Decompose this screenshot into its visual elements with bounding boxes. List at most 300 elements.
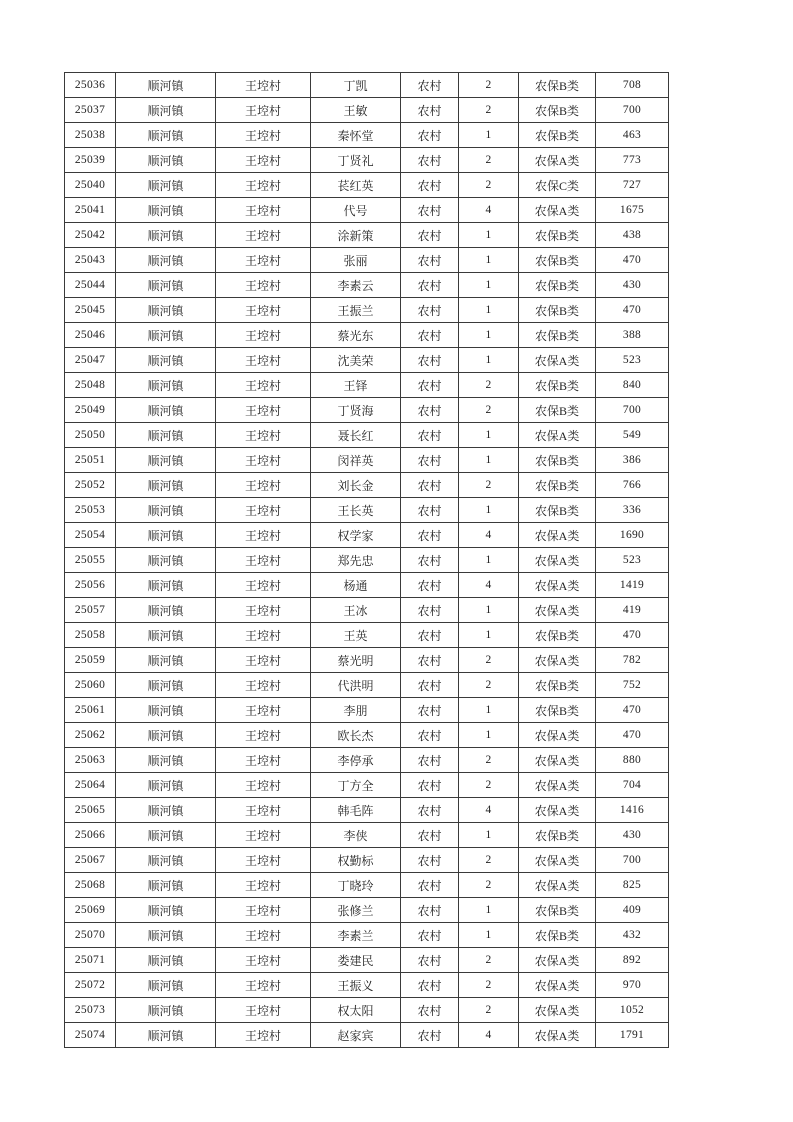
table-row <box>65 373 669 398</box>
table-cell-category: 农保A类 <box>519 873 596 898</box>
table-cell-type: 农村 <box>401 648 459 673</box>
table-cell-count: 1 <box>459 598 519 623</box>
table-cell-count: 1 <box>459 548 519 573</box>
table-cell-town: 顺河镇 <box>116 148 216 173</box>
table-cell-category: 农保B类 <box>519 123 596 148</box>
table-cell-id: 25071 <box>65 948 116 973</box>
table-cell-type: 农村 <box>401 898 459 923</box>
table-row <box>65 748 669 773</box>
table-cell-name: 王英 <box>311 623 401 648</box>
table-cell-category: 农保B类 <box>519 223 596 248</box>
table-cell-count: 2 <box>459 148 519 173</box>
table-cell-town: 顺河镇 <box>116 398 216 423</box>
data-table <box>64 72 669 1048</box>
table-cell-count: 1 <box>459 223 519 248</box>
table-cell-id: 25062 <box>65 723 116 748</box>
table-cell-id: 25064 <box>65 773 116 798</box>
table-cell-type: 农村 <box>401 248 459 273</box>
table-cell-name: 李素云 <box>311 273 401 298</box>
table-cell-village: 王埪村 <box>216 873 311 898</box>
table-cell-category: 农保A类 <box>519 423 596 448</box>
table-cell-category: 农保A类 <box>519 848 596 873</box>
table-cell-village: 王埪村 <box>216 248 311 273</box>
table-cell-category: 农保A类 <box>519 748 596 773</box>
table-cell-type: 农村 <box>401 598 459 623</box>
table-cell-category: 农保A类 <box>519 198 596 223</box>
table-cell-amount: 970 <box>596 973 669 998</box>
table-cell-count: 2 <box>459 848 519 873</box>
table-cell-category: 农保A类 <box>519 723 596 748</box>
table-cell-amount: 430 <box>596 273 669 298</box>
table-row <box>65 423 669 448</box>
table-cell-name: 丁方全 <box>311 773 401 798</box>
table-cell-amount: 1791 <box>596 1023 669 1048</box>
table-cell-name: 王振兰 <box>311 298 401 323</box>
table-cell-category: 农保B类 <box>519 673 596 698</box>
table-cell-village: 王埪村 <box>216 848 311 873</box>
table-cell-village: 王埪村 <box>216 623 311 648</box>
table-cell-town: 顺河镇 <box>116 348 216 373</box>
table-cell-name: 代洪明 <box>311 673 401 698</box>
table-cell-amount: 409 <box>596 898 669 923</box>
table-cell-town: 顺河镇 <box>116 448 216 473</box>
table-cell-amount: 419 <box>596 598 669 623</box>
table-cell-village: 王埪村 <box>216 98 311 123</box>
table-cell-category: 农保A类 <box>519 598 596 623</box>
table-cell-id: 25050 <box>65 423 116 448</box>
table-row <box>65 798 669 823</box>
table-cell-category: 农保A类 <box>519 1023 596 1048</box>
table-cell-category: 农保A类 <box>519 648 596 673</box>
table-cell-amount: 523 <box>596 548 669 573</box>
table-cell-id: 25063 <box>65 748 116 773</box>
table-cell-town: 顺河镇 <box>116 248 216 273</box>
table-cell-type: 农村 <box>401 398 459 423</box>
table-cell-id: 25039 <box>65 148 116 173</box>
table-cell-category: 农保A类 <box>519 773 596 798</box>
table-cell-count: 1 <box>459 123 519 148</box>
table-cell-category: 农保A类 <box>519 973 596 998</box>
table-cell-id: 25037 <box>65 98 116 123</box>
table-cell-category: 农保B类 <box>519 248 596 273</box>
table-cell-count: 1 <box>459 723 519 748</box>
table-cell-count: 2 <box>459 673 519 698</box>
table-cell-type: 农村 <box>401 948 459 973</box>
table-cell-name: 王振义 <box>311 973 401 998</box>
table-row <box>65 348 669 373</box>
table-cell-count: 1 <box>459 498 519 523</box>
table-cell-amount: 470 <box>596 623 669 648</box>
table-cell-amount: 782 <box>596 648 669 673</box>
table-cell-id: 25070 <box>65 923 116 948</box>
table-cell-town: 顺河镇 <box>116 648 216 673</box>
table-cell-type: 农村 <box>401 873 459 898</box>
table-cell-type: 农村 <box>401 73 459 98</box>
table-cell-town: 顺河镇 <box>116 198 216 223</box>
table-cell-village: 王埪村 <box>216 148 311 173</box>
table-cell-category: 农保B类 <box>519 98 596 123</box>
table-cell-name: 蔡光东 <box>311 323 401 348</box>
table-cell-type: 农村 <box>401 448 459 473</box>
table-cell-town: 顺河镇 <box>116 673 216 698</box>
table-cell-town: 顺河镇 <box>116 1023 216 1048</box>
table-cell-type: 农村 <box>401 173 459 198</box>
table-cell-village: 王埪村 <box>216 798 311 823</box>
table-row <box>65 573 669 598</box>
table-cell-village: 王埪村 <box>216 198 311 223</box>
table-cell-town: 顺河镇 <box>116 973 216 998</box>
table-cell-town: 顺河镇 <box>116 523 216 548</box>
table-cell-amount: 708 <box>596 73 669 98</box>
table-cell-town: 顺河镇 <box>116 548 216 573</box>
table-row <box>65 498 669 523</box>
table-cell-village: 王埪村 <box>216 348 311 373</box>
table-cell-amount: 700 <box>596 848 669 873</box>
table-cell-id: 25048 <box>65 373 116 398</box>
table-cell-amount: 1052 <box>596 998 669 1023</box>
table-cell-amount: 438 <box>596 223 669 248</box>
table-cell-name: 韩毛阵 <box>311 798 401 823</box>
table-cell-name: 王铎 <box>311 373 401 398</box>
table-cell-category: 农保B类 <box>519 398 596 423</box>
table-cell-category: 农保A类 <box>519 948 596 973</box>
table-cell-town: 顺河镇 <box>116 723 216 748</box>
table-row <box>65 223 669 248</box>
table-cell-name: 李侠 <box>311 823 401 848</box>
table-cell-amount: 825 <box>596 873 669 898</box>
table-cell-count: 2 <box>459 648 519 673</box>
table-row <box>65 198 669 223</box>
table-cell-type: 农村 <box>401 923 459 948</box>
table-cell-id: 25067 <box>65 848 116 873</box>
table-cell-count: 1 <box>459 323 519 348</box>
table-cell-type: 农村 <box>401 548 459 573</box>
table-cell-id: 25057 <box>65 598 116 623</box>
table-cell-id: 25066 <box>65 823 116 848</box>
table-cell-type: 农村 <box>401 423 459 448</box>
table-cell-name: 王冰 <box>311 598 401 623</box>
table-row <box>65 448 669 473</box>
table-cell-id: 25069 <box>65 898 116 923</box>
table-cell-count: 1 <box>459 898 519 923</box>
table-cell-type: 农村 <box>401 1023 459 1048</box>
table-cell-id: 25049 <box>65 398 116 423</box>
table-row <box>65 473 669 498</box>
table-cell-town: 顺河镇 <box>116 73 216 98</box>
table-cell-amount: 880 <box>596 748 669 773</box>
table-row <box>65 598 669 623</box>
table-row <box>65 723 669 748</box>
table-cell-village: 王埪村 <box>216 748 311 773</box>
table-cell-town: 顺河镇 <box>116 998 216 1023</box>
table-cell-id: 25052 <box>65 473 116 498</box>
table-cell-town: 顺河镇 <box>116 748 216 773</box>
table-cell-count: 1 <box>459 623 519 648</box>
table-cell-town: 顺河镇 <box>116 323 216 348</box>
table-cell-amount: 700 <box>596 98 669 123</box>
table-cell-name: 秦怀堂 <box>311 123 401 148</box>
table-row <box>65 148 669 173</box>
table-cell-village: 王埪村 <box>216 923 311 948</box>
table-cell-type: 农村 <box>401 573 459 598</box>
table-cell-count: 1 <box>459 823 519 848</box>
table-cell-count: 4 <box>459 523 519 548</box>
table-cell-town: 顺河镇 <box>116 623 216 648</box>
table-cell-id: 25065 <box>65 798 116 823</box>
table-cell-category: 农保B类 <box>519 623 596 648</box>
table-cell-village: 王埪村 <box>216 723 311 748</box>
table-row <box>65 973 669 998</box>
table-cell-count: 1 <box>459 298 519 323</box>
table-cell-category: 农保B类 <box>519 448 596 473</box>
table-cell-town: 顺河镇 <box>116 873 216 898</box>
table-row <box>65 1023 669 1048</box>
table-cell-amount: 432 <box>596 923 669 948</box>
table-cell-id: 25041 <box>65 198 116 223</box>
table-cell-name: 丁晓玲 <box>311 873 401 898</box>
table-cell-category: 农保B类 <box>519 473 596 498</box>
table-row <box>65 298 669 323</box>
table-cell-type: 农村 <box>401 848 459 873</box>
table-cell-amount: 892 <box>596 948 669 973</box>
table-cell-category: 农保B类 <box>519 823 596 848</box>
table-cell-amount: 549 <box>596 423 669 448</box>
table-cell-town: 顺河镇 <box>116 98 216 123</box>
table-row <box>65 698 669 723</box>
table-cell-town: 顺河镇 <box>116 498 216 523</box>
table-cell-amount: 388 <box>596 323 669 348</box>
table-cell-town: 顺河镇 <box>116 898 216 923</box>
table-cell-town: 顺河镇 <box>116 173 216 198</box>
table-cell-type: 农村 <box>401 623 459 648</box>
table-row <box>65 873 669 898</box>
table-cell-id: 25073 <box>65 998 116 1023</box>
table-cell-type: 农村 <box>401 473 459 498</box>
table-row <box>65 998 669 1023</box>
table-cell-name: 权太阳 <box>311 998 401 1023</box>
table-cell-type: 农村 <box>401 373 459 398</box>
table-row <box>65 123 669 148</box>
table-cell-name: 丁贤海 <box>311 398 401 423</box>
table-cell-category: 农保B类 <box>519 498 596 523</box>
table-cell-amount: 752 <box>596 673 669 698</box>
table-cell-name: 涂新策 <box>311 223 401 248</box>
table-cell-amount: 470 <box>596 698 669 723</box>
table-cell-name: 王长英 <box>311 498 401 523</box>
table-cell-village: 王埪村 <box>216 573 311 598</box>
table-cell-amount: 463 <box>596 123 669 148</box>
table-cell-amount: 700 <box>596 398 669 423</box>
table-cell-id: 25074 <box>65 1023 116 1048</box>
table-cell-village: 王埪村 <box>216 773 311 798</box>
table-cell-category: 农保C类 <box>519 173 596 198</box>
table-cell-town: 顺河镇 <box>116 798 216 823</box>
table-cell-id: 25040 <box>65 173 116 198</box>
table-cell-name: 杨通 <box>311 573 401 598</box>
table-cell-name: 丁凯 <box>311 73 401 98</box>
table-cell-name: 王敏 <box>311 98 401 123</box>
table-cell-town: 顺河镇 <box>116 948 216 973</box>
table-cell-name: 郑先忠 <box>311 548 401 573</box>
table-cell-town: 顺河镇 <box>116 698 216 723</box>
table-row <box>65 923 669 948</box>
table-cell-category: 农保B类 <box>519 298 596 323</box>
table-cell-category: 农保B类 <box>519 373 596 398</box>
table-cell-village: 王埪村 <box>216 473 311 498</box>
table-cell-id: 25061 <box>65 698 116 723</box>
table-cell-count: 4 <box>459 573 519 598</box>
table-cell-id: 25055 <box>65 548 116 573</box>
table-cell-type: 农村 <box>401 148 459 173</box>
table-cell-count: 2 <box>459 748 519 773</box>
table-cell-name: 代号 <box>311 198 401 223</box>
table-cell-id: 25058 <box>65 623 116 648</box>
table-cell-count: 2 <box>459 173 519 198</box>
table-cell-count: 1 <box>459 348 519 373</box>
table-cell-village: 王埪村 <box>216 273 311 298</box>
table-cell-category: 农保A类 <box>519 548 596 573</box>
table-cell-amount: 470 <box>596 298 669 323</box>
table-row <box>65 248 669 273</box>
table-cell-type: 农村 <box>401 773 459 798</box>
table-cell-town: 顺河镇 <box>116 573 216 598</box>
table-cell-village: 王埪村 <box>216 648 311 673</box>
table-cell-type: 农村 <box>401 498 459 523</box>
table-cell-id: 25046 <box>65 323 116 348</box>
table-cell-name: 丁贤礼 <box>311 148 401 173</box>
table-cell-count: 1 <box>459 448 519 473</box>
table-cell-count: 1 <box>459 698 519 723</box>
table-cell-category: 农保A类 <box>519 798 596 823</box>
table-row <box>65 548 669 573</box>
table-cell-village: 王埪村 <box>216 673 311 698</box>
table-cell-town: 顺河镇 <box>116 823 216 848</box>
table-cell-type: 农村 <box>401 823 459 848</box>
table-row <box>65 623 669 648</box>
table-cell-count: 1 <box>459 273 519 298</box>
table-cell-count: 2 <box>459 73 519 98</box>
table-cell-type: 农村 <box>401 798 459 823</box>
table-cell-id: 25044 <box>65 273 116 298</box>
table-cell-count: 2 <box>459 98 519 123</box>
table-cell-town: 顺河镇 <box>116 298 216 323</box>
table-cell-village: 王埪村 <box>216 998 311 1023</box>
table-cell-type: 农村 <box>401 223 459 248</box>
table-cell-amount: 470 <box>596 723 669 748</box>
table-cell-amount: 1419 <box>596 573 669 598</box>
table-cell-name: 权学家 <box>311 523 401 548</box>
table-cell-amount: 840 <box>596 373 669 398</box>
table-cell-village: 王埪村 <box>216 523 311 548</box>
table-cell-village: 王埪村 <box>216 123 311 148</box>
table-cell-town: 顺河镇 <box>116 473 216 498</box>
table-cell-amount: 773 <box>596 148 669 173</box>
table-cell-name: 刘长金 <box>311 473 401 498</box>
table-cell-count: 4 <box>459 798 519 823</box>
table-cell-count: 2 <box>459 398 519 423</box>
table-cell-type: 农村 <box>401 998 459 1023</box>
table-cell-name: 聂长红 <box>311 423 401 448</box>
table-cell-type: 农村 <box>401 748 459 773</box>
table-cell-town: 顺河镇 <box>116 423 216 448</box>
table-cell-village: 王埪村 <box>216 73 311 98</box>
table-cell-type: 农村 <box>401 698 459 723</box>
table-cell-name: 李素兰 <box>311 923 401 948</box>
table-cell-village: 王埪村 <box>216 373 311 398</box>
table-cell-amount: 704 <box>596 773 669 798</box>
table-cell-town: 顺河镇 <box>116 923 216 948</box>
table-cell-village: 王埪村 <box>216 498 311 523</box>
table-cell-count: 2 <box>459 373 519 398</box>
table-cell-count: 2 <box>459 973 519 998</box>
table-cell-village: 王埪村 <box>216 973 311 998</box>
table-cell-village: 王埪村 <box>216 598 311 623</box>
table-cell-count: 4 <box>459 1023 519 1048</box>
table-cell-village: 王埪村 <box>216 323 311 348</box>
table-cell-id: 25043 <box>65 248 116 273</box>
table-cell-village: 王埪村 <box>216 548 311 573</box>
table-body <box>65 73 669 1048</box>
table-cell-id: 25036 <box>65 73 116 98</box>
table-row <box>65 398 669 423</box>
table-row <box>65 273 669 298</box>
table-cell-category: 农保B类 <box>519 923 596 948</box>
table-cell-id: 25042 <box>65 223 116 248</box>
table-cell-name: 蔡光明 <box>311 648 401 673</box>
table-cell-category: 农保A类 <box>519 348 596 373</box>
table-cell-type: 农村 <box>401 323 459 348</box>
table-cell-count: 1 <box>459 248 519 273</box>
table-cell-category: 农保B类 <box>519 273 596 298</box>
table-cell-amount: 1675 <box>596 198 669 223</box>
table-row <box>65 648 669 673</box>
table-cell-village: 王埪村 <box>216 173 311 198</box>
table-cell-type: 农村 <box>401 123 459 148</box>
table-cell-count: 2 <box>459 473 519 498</box>
table-cell-village: 王埪村 <box>216 298 311 323</box>
table-cell-type: 农村 <box>401 298 459 323</box>
table-cell-count: 2 <box>459 948 519 973</box>
table-cell-name: 权勤标 <box>311 848 401 873</box>
table-cell-name: 赵家宾 <box>311 1023 401 1048</box>
table-cell-category: 农保B类 <box>519 698 596 723</box>
table-cell-id: 25038 <box>65 123 116 148</box>
table-row <box>65 898 669 923</box>
table-cell-category: 农保A类 <box>519 523 596 548</box>
table-cell-id: 25054 <box>65 523 116 548</box>
table-row <box>65 323 669 348</box>
table-row <box>65 523 669 548</box>
table-cell-count: 4 <box>459 198 519 223</box>
table-cell-id: 25059 <box>65 648 116 673</box>
table-cell-type: 农村 <box>401 348 459 373</box>
table-cell-type: 农村 <box>401 973 459 998</box>
table-cell-count: 2 <box>459 773 519 798</box>
table-cell-category: 农保B类 <box>519 898 596 923</box>
table-cell-town: 顺河镇 <box>116 598 216 623</box>
table-cell-amount: 1416 <box>596 798 669 823</box>
table-cell-name: 沈美荣 <box>311 348 401 373</box>
table-cell-type: 农村 <box>401 523 459 548</box>
table-row <box>65 848 669 873</box>
table-cell-count: 2 <box>459 873 519 898</box>
table-cell-category: 农保B类 <box>519 323 596 348</box>
table-cell-village: 王埪村 <box>216 948 311 973</box>
table-cell-amount: 727 <box>596 173 669 198</box>
table-cell-name: 李朋 <box>311 698 401 723</box>
table-cell-id: 25045 <box>65 298 116 323</box>
table-cell-town: 顺河镇 <box>116 123 216 148</box>
